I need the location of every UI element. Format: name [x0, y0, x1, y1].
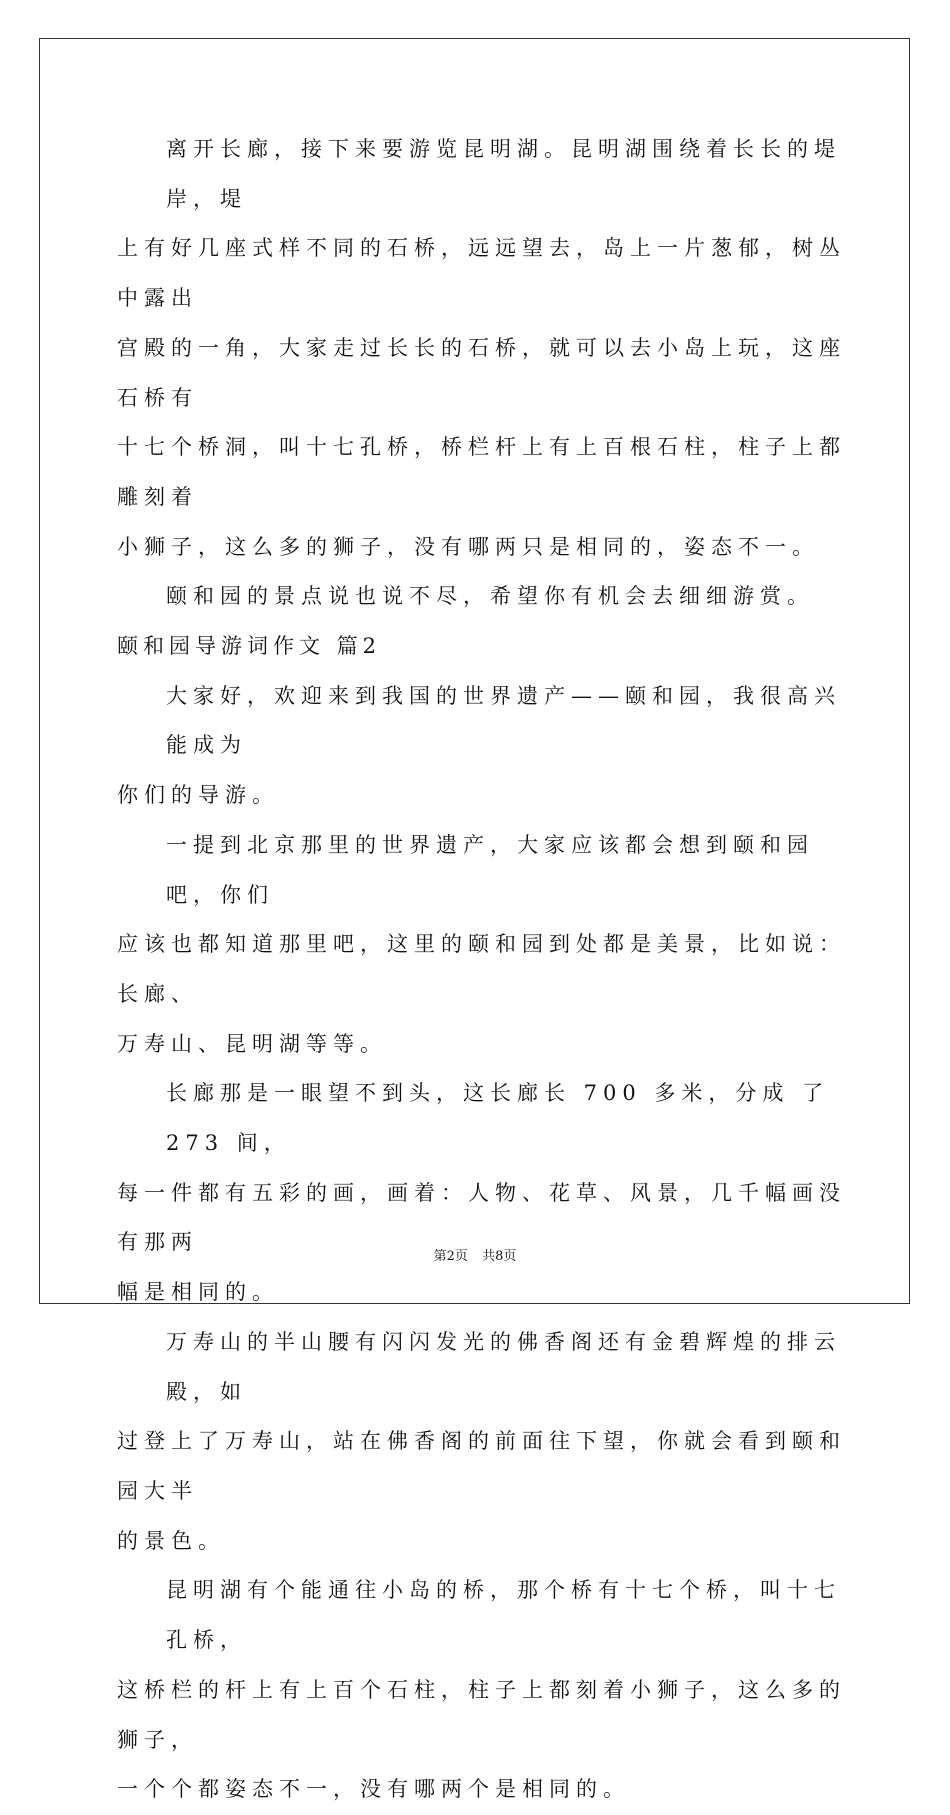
- document-body: [117, 125, 847, 1815]
- text-line: 应该也都知道那里吧，这里的颐和园到处都是美景，比如说：长廊、: [117, 932, 846, 1006]
- text-line: 长廊那是一眼望不到头，这长廊长 700 多米，分成 了 273 间，: [166, 1081, 830, 1156]
- text-line: 十七个桥洞，叫十七孔桥，桥栏杆上有上百根石柱，柱子上都雕刻着: [117, 435, 846, 509]
- text-line: 的景色。: [117, 1528, 225, 1553]
- paragraph: [117, 1566, 847, 1815]
- paragraph: [117, 672, 847, 821]
- page-footer: [0, 1245, 950, 1264]
- text-line: 万寿山的半山腰有闪闪发光的佛香阁还有金碧辉煌的排云殿，如: [166, 1329, 841, 1404]
- paragraph: [117, 125, 847, 572]
- text-line: 大家好，欢迎来到我国的世界遗产——颐和园，我很高兴能成为: [166, 683, 841, 758]
- text-line: 一个个都姿态不一，没有哪两个是相同的。: [117, 1777, 630, 1802]
- text-line: 每一件都有五彩的画，画着：人物、花草、风景，几千幅画没有那两: [117, 1180, 846, 1255]
- text-line: 幅是相同的。: [117, 1280, 279, 1305]
- text-line: 你们的导游。: [117, 783, 279, 808]
- paragraph: [117, 1318, 847, 1567]
- text-line: 颐和园的景点说也说不尽，希望你有机会去细细游赏。: [166, 584, 814, 609]
- text-line: 这桥栏的杆上有上百个石柱，柱子上都刻着小狮子，这么多的狮子，: [117, 1677, 846, 1752]
- paragraph: [117, 1069, 847, 1318]
- text-line: 一提到北京那里的世界遗产，大家应该都会想到颐和园吧，你们: [166, 832, 814, 907]
- page-number: 第2页: [433, 1249, 468, 1264]
- text-line: 宫殿的一角，大家走过长长的石桥，就可以去小岛上玩，这座石桥有: [117, 335, 846, 410]
- page-total: 共8页: [482, 1249, 517, 1264]
- paragraph: [117, 572, 847, 622]
- text-line: 小狮子，这么多的狮子，没有哪两只是相同的，姿态不一。: [117, 534, 819, 559]
- text-line: 万寿山、昆明湖等等。: [117, 1031, 387, 1056]
- paragraph: [117, 821, 847, 1070]
- text-line: 上有好几座式样不同的石桥，远远望去，岛上一片葱郁，树丛中露出: [117, 236, 846, 311]
- text-line: 离开长廊，接下来要游览昆明湖。昆明湖围绕着长长的堤岸，堤: [166, 137, 841, 211]
- section-heading: [117, 622, 847, 672]
- text-line: 昆明湖有个能通往小岛的桥，那个桥有十七个桥，叫十七孔桥，: [166, 1578, 841, 1653]
- text-line: 颐和园导游词作文 篇2: [117, 634, 382, 659]
- text-line: 过登上了万寿山，站在佛香阁的前面往下望，你就会看到颐和园大半: [117, 1429, 846, 1503]
